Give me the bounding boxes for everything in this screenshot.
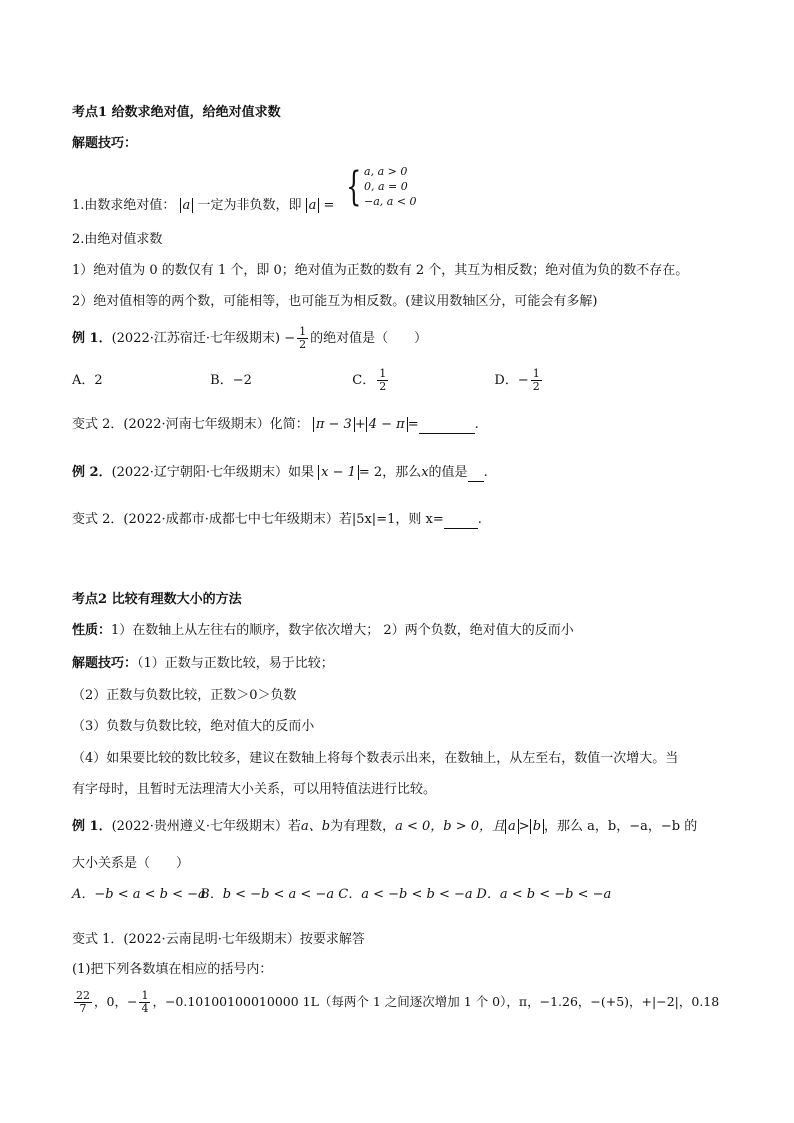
rule1-prefix: 1.由数求绝对值： (72, 197, 176, 213)
variant1-text: (2022·云南昆明·七年级期末）按要求解答 (123, 932, 365, 947)
option-b: B．−2 (210, 373, 252, 388)
tips-line (72, 655, 334, 673)
case-zero: 0, a = 0 (364, 180, 408, 193)
option-a: A．2 (72, 373, 103, 388)
number-list: $\frac{22}{7}$ ，0，− $\frac{1}{4}$ ，−0.10100100010000 1L（每两个 1 之间逐次增加 1 个 0），π，−1.26，−(+5)，+|−2|，0.18 (76, 989, 720, 1015)
abs-pi-minus-3: π − 3 (313, 417, 355, 432)
variant2b: 变式 2．(2022·成都市·成都七中七年级期末）若|5x|=1，则 x= . (72, 512, 482, 527)
s2-example1: 例 1．(2022·贵州遵义·七年级期末）若a、b为有理数，a < 0，b > 0，且 a > b ，那么 a，b，−a，−b 的 (72, 819, 698, 834)
fraction-22-7: $\frac{22}{7}$ (76, 989, 90, 1015)
rule1-eq: = (323, 197, 335, 213)
tip4-line2: 有字母时，且暂时无法理清大小关系，可以用特值法进行比较。 (72, 782, 437, 797)
tip4-line1: （4）如果要比较的数比较多，建议在数轴上将每个数表示出来，在数轴上，从左至右，数值一次增大。当 (72, 751, 679, 766)
tip2: （2）正数与负数比较，正数＞0＞负数 (72, 688, 297, 703)
rule2-point2: 2）绝对值相等的两个数，可能相等，也可能互为相反数。(建议用数轴区分，可能会有多解) (72, 294, 598, 309)
example2-label: 例 2． (72, 465, 112, 480)
tip3: （3）负数与负数比较，绝对值大的反而小 (72, 719, 315, 734)
rule2-point1: 1）绝对值为 0 的数仅有 1 个，即 0；绝对值为正数的数有 2 个，其互为相反数；绝对值为负的数不存在。 (72, 263, 689, 278)
option-c: C． $\frac{1}{2}$ (352, 367, 387, 393)
abs-a-2: a (306, 198, 320, 213)
rule1 (72, 162, 417, 212)
tips-label: 解题技巧： (72, 656, 138, 671)
example1 (72, 326, 427, 351)
example1-label: 例 1． (72, 331, 112, 346)
variant2b-label: 变式 2． (72, 512, 124, 527)
section1-heading: 考点1 给数求绝对值，给绝对值求数 (72, 105, 281, 120)
s2-example1-text: (2022·贵州遵义·七年级期末）若 (111, 819, 301, 834)
variant1 (72, 931, 365, 949)
s2-example1-line2: 大小关系是（ ） (72, 856, 190, 871)
variant2a-text: (2022·河南七年级期末）化简： (123, 417, 309, 432)
option-c: C．a < −b < b < −a (338, 887, 473, 902)
variant2a-label: 变式 2． (72, 417, 124, 432)
case-positive: a, a > 0 (364, 165, 408, 178)
property-line (72, 622, 574, 640)
section2-heading: 考点2 比较有理数大小的方法 (72, 592, 242, 607)
rule1-mid: 一定为非负数，即 (197, 197, 302, 213)
variant2b-text: (2022·成都市·成都七中七年级期末）若|5x|=1，则 x= (123, 512, 444, 527)
case-negative: −a, a < 0 (364, 195, 417, 208)
s2-example1-options (72, 886, 611, 904)
s2-example1-label: 例 1． (72, 819, 112, 834)
property-label: 性质： (72, 623, 112, 638)
number-list-rest: ，−0.10100100010000 1L（每两个 1 之间逐次增加 1 个 0），π，−1.26，−(+5)，+|−2|，0.18 (152, 994, 720, 1009)
example1-tail: 的绝对值是（ ） (310, 331, 428, 346)
property-text: 1）在数轴上从左往右的顺序，数字依次增大； 2）两个负数，绝对值大的反而小 (111, 623, 574, 638)
fraction-half: $\frac{1}{2}$ (299, 325, 307, 351)
option-d: D．a < b < −b < −a (476, 887, 612, 902)
answer-blank (468, 467, 484, 482)
variant1-question1: (1)把下列各数填在相应的括号内： (72, 962, 273, 977)
example2-text: (2022·辽宁朝阳·七年级期末）如果 (111, 465, 314, 480)
option-b: B．b < −b < a < −a (200, 887, 335, 902)
abs-a: a (180, 198, 194, 213)
variant2a: 变式 2．(2022·河南七年级期末）化简： π − 3 + 4 − π = . (72, 417, 479, 432)
option-a: A．−b < a < b < −a (72, 887, 206, 902)
option-d: D．− $\frac{1}{2}$ (494, 367, 540, 393)
section1-tips-label: 解题技巧： (72, 136, 138, 151)
variant1-label: 变式 1． (72, 932, 124, 947)
abs-a: a (505, 819, 519, 834)
abs-x-minus-1: x − 1 (318, 465, 359, 480)
abs-b: b (530, 819, 544, 834)
example1-options (72, 368, 544, 393)
rule2-title: 2.由绝对值求数 (72, 232, 163, 247)
example2: 例 2．(2022·辽宁朝阳·七年级期末）如果 x − 1 = 2，那么x的值是 . (72, 465, 488, 480)
fraction-1-4: $\frac{1}{4}$ (141, 989, 149, 1015)
answer-blank (419, 419, 475, 434)
example1-source: (2022·江苏宿迁·七年级期末) (111, 331, 281, 346)
tip1: （1）正数与正数比较，易于比较； (137, 656, 334, 671)
neg-sign: − (284, 331, 296, 346)
answer-blank (444, 514, 478, 529)
piecewise-cases: { a, a > 0 0, a = 0 −a, a < 0 (345, 164, 417, 210)
abs-4-minus-pi: 4 − π (366, 417, 408, 432)
